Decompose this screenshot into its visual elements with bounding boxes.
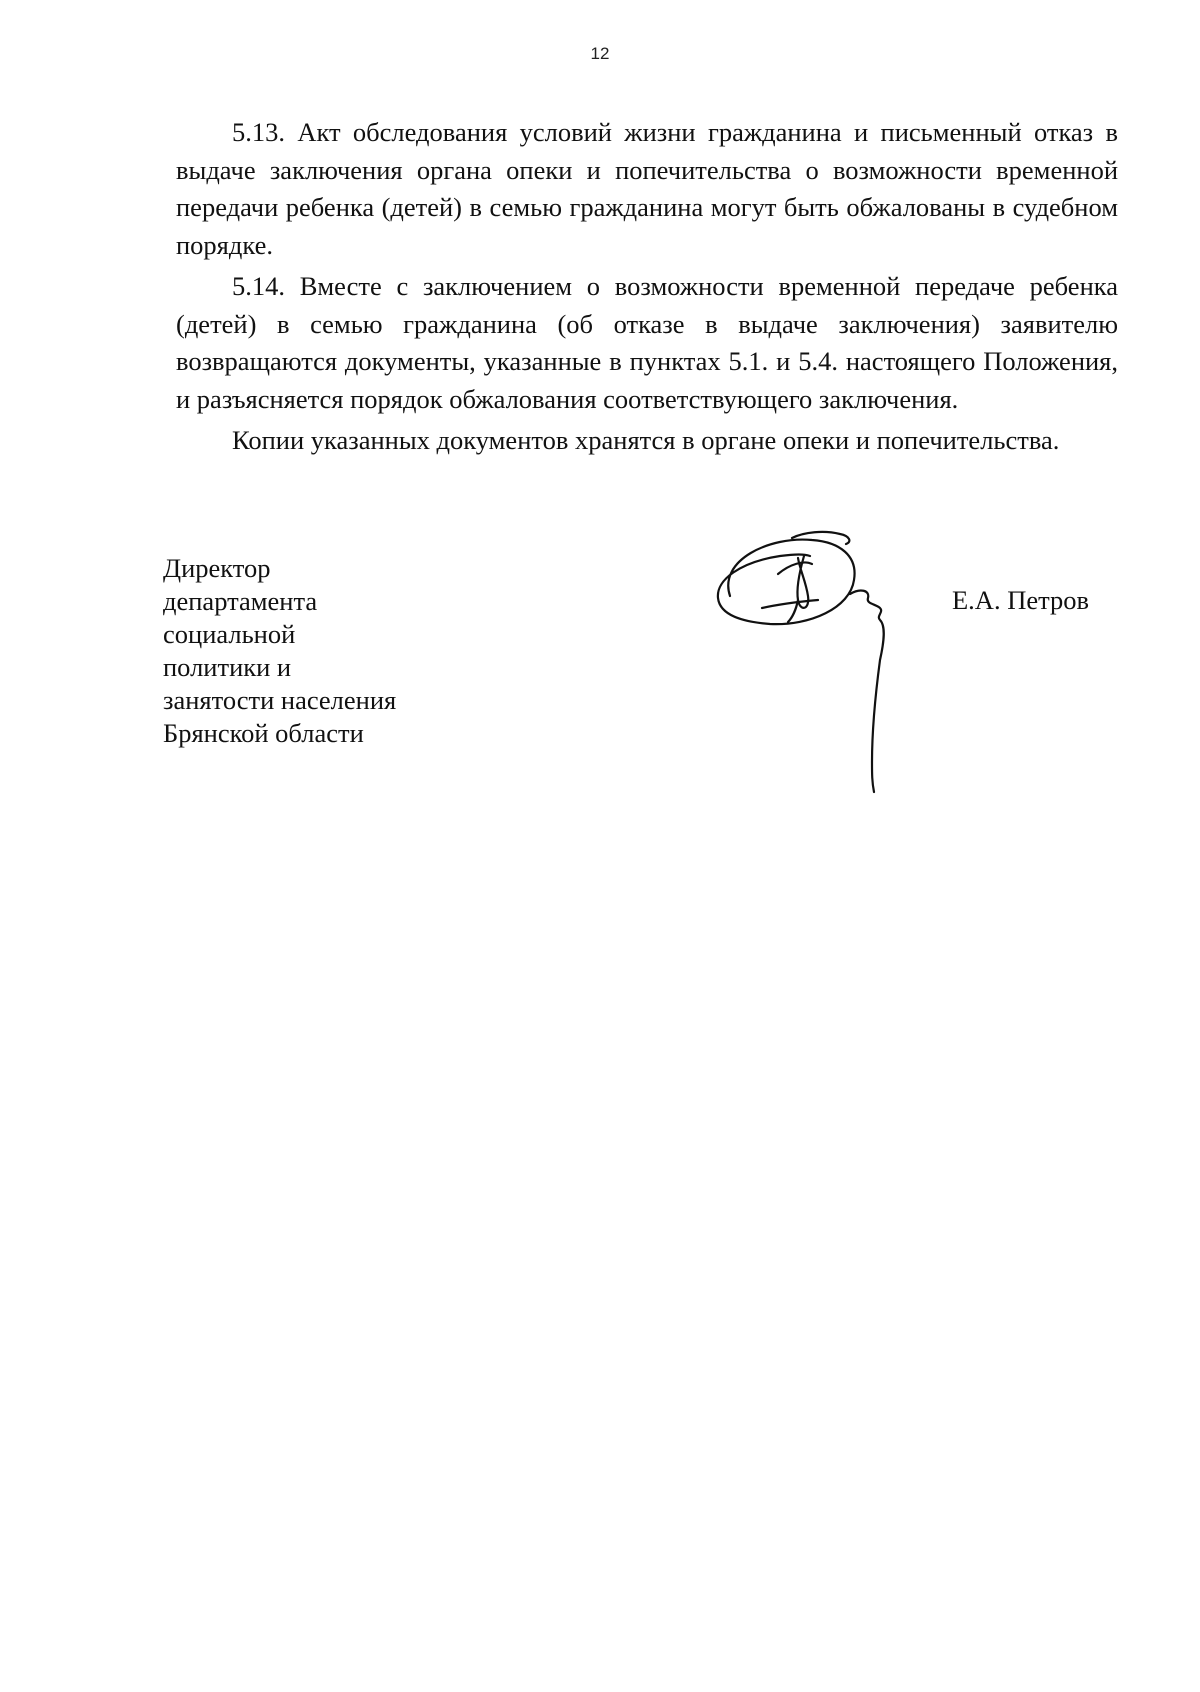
position-line: департамента [163, 586, 318, 616]
position-line: социальной [163, 619, 296, 649]
signatory-position [163, 552, 396, 750]
signatory-name: Е.А. Петров [952, 585, 1090, 615]
handwritten-signature-icon [700, 530, 940, 800]
paragraph-5-13: 5.13. Акт обследования условий жизни гражданина и письменный отказ в выдаче заключения органа опеки и попечительства о возможности временной передачи ребенка (детей) в семью гражданина могут быть обжалованы в судебном порядке. [176, 117, 1118, 260]
paragraph-copies: Копии указанных документов хранятся в органе опеки и попечительства. [232, 425, 1060, 455]
position-line: Брянской области [163, 718, 364, 748]
document-body [176, 114, 1118, 464]
page-number: 12 [590, 44, 610, 63]
position-line: занятости населения [163, 685, 397, 715]
paragraph-5-14: 5.14. Вместе с заключением о возможности временной передаче ребенка (детей) в семью гражданина (об отказе в выдаче заключения) заявителю возвращаются документы, указанные в пунктах 5.1. и 5.4. настоящего Положения, и разъясняется порядок обжалования соответствующего заключения. [176, 271, 1118, 414]
position-line: Директор [163, 553, 271, 583]
position-line: политики и [163, 652, 292, 682]
